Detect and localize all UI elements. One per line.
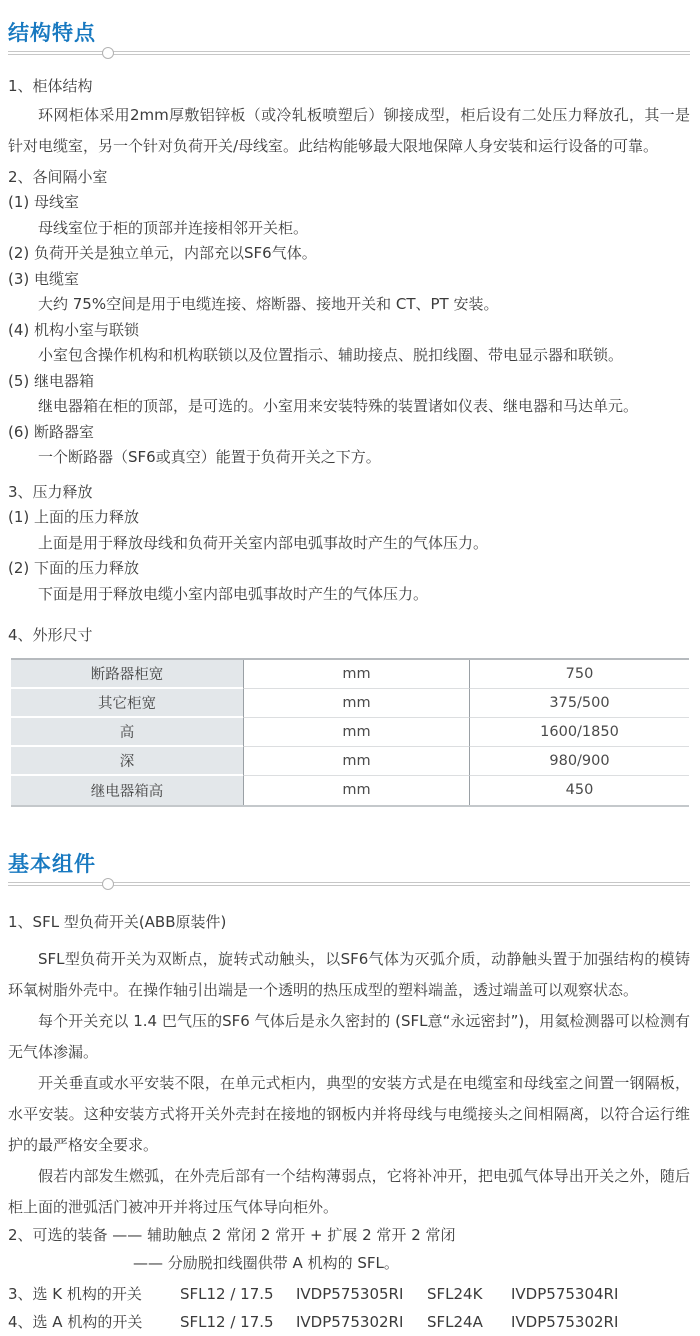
divider-circle-icon <box>102 47 114 59</box>
table-row <box>11 718 689 747</box>
option-cell: SFL12 / 17.5 <box>180 1284 274 1303</box>
option-cell: 4、选 A 机构的开关 <box>8 1312 143 1331</box>
section-structural-features <box>8 20 690 807</box>
option-row <box>8 1308 690 1336</box>
dimensions-table <box>11 658 689 807</box>
section-basic-components <box>8 851 690 1336</box>
text-line: (2) 下面的压力释放 <box>8 559 140 577</box>
table-cell-label: 断路器柜宽 <box>11 660 243 689</box>
text-line: 母线室位于柜的顶部并连接相邻开关柜。 <box>38 218 309 237</box>
section-divider <box>8 51 690 55</box>
table-row <box>11 747 689 776</box>
mechanism-option-rows <box>8 1280 690 1336</box>
option-cell: IVDP575304RI <box>511 1284 619 1303</box>
table-row <box>11 776 689 805</box>
table-cell-value: 980/900 <box>469 747 689 776</box>
text-line: 继电器箱在柜的顶部，是可选的。小室用来安装特殊的装置诸如仪表、继电器和马达单元。 <box>38 397 639 415</box>
text-line: —— 分励脱扣线圈供带 A 机构的 SFL。 <box>133 1253 399 1272</box>
section-title-basic-components: 基本组件 <box>8 851 96 876</box>
text-line: (1) 母线室 <box>8 193 80 211</box>
text-line: 下面是用于释放电缆小室内部电弧事故时产生的气体压力。 <box>38 584 429 603</box>
option-cell: SFL12 / 17.5 <box>180 1312 274 1331</box>
option-cell: IVDP575302RI <box>296 1312 404 1331</box>
text-line: 1、柜体结构 <box>8 77 93 95</box>
text-line: 环网柜体采用2mm厚敷铝锌板（或冷轧板喷塑后）铆接成型，柜后设有二处压力释放孔，其一是针对电缆室，另一个针对负荷开关/母线室。此结构能够最大限地保障人身安装和运行设备的可靠。 <box>8 105 690 155</box>
table-cell-value: 750 <box>469 660 689 689</box>
table-cell-label: 其它柜宽 <box>11 689 243 718</box>
option-cell: IVDP575305RI <box>296 1284 404 1303</box>
table-row <box>11 689 689 718</box>
text-line: (6) 断路器室 <box>8 422 95 441</box>
section-divider <box>8 882 690 886</box>
text-line: (4) 机构小室与联锁 <box>8 320 140 339</box>
section-title-structural-features: 结构特点 <box>8 21 96 45</box>
table-cell-unit: mm <box>243 776 469 805</box>
text-line: 每个开关充以 1.4 巴气压的SF6 气体后是永久密封的 (SFL意“永远密封”)，用氦检测器可以检测有无气体渗漏。 <box>8 1012 690 1061</box>
text-line: (3) 电缆室 <box>8 269 80 288</box>
option-row <box>8 1280 690 1308</box>
table-cell-label: 继电器箱高 <box>11 776 243 805</box>
table-cell-unit: mm <box>243 689 469 718</box>
table-cell-unit: mm <box>243 747 469 776</box>
table-cell-unit: mm <box>243 718 469 747</box>
table-cell-unit: mm <box>243 660 469 689</box>
text-line: 3、压力释放 <box>8 482 93 501</box>
basic-components-body <box>8 910 690 1278</box>
structural-features-body <box>8 74 690 649</box>
text-line: 开关垂直或水平安装不限，在单元式柜内，典型的安装方式是在电缆室和母线室之间置一钢隔板，水平安装。这种安装方式将开关外壳封在接地的钢板内并将母线与电缆接头之间相隔离，以符合运行维护的最严格安全要求。 <box>8 1074 690 1154</box>
text-line: (2) 负荷开关是独立单元，内部充以SF6气体。 <box>8 244 317 262</box>
text-line: 小室包含操作机构和机构联锁以及位置指示、辅助接点、脱扣线圈、带电显示器和联锁。 <box>38 346 624 364</box>
text-line: 一个断路器（SF6或真空）能置于负荷开关之下方。 <box>38 448 381 466</box>
text-line: 2、各间隔小室 <box>8 167 108 186</box>
option-cell: 3、选 K 机构的开关 <box>8 1284 142 1303</box>
option-cell: SFL24K <box>427 1284 483 1303</box>
table-cell-label: 高 <box>11 718 243 747</box>
table-cell-value: 1600/1850 <box>469 718 689 747</box>
dimensions-table-body <box>11 660 689 805</box>
divider-circle-icon <box>102 878 114 890</box>
text-line: 4、外形尺寸 <box>8 626 93 644</box>
text-line: (1) 上面的压力释放 <box>8 508 140 526</box>
text-line: (5) 继电器箱 <box>8 371 95 390</box>
text-line: SFL型负荷开关为双断点，旋转式动触头，以SF6气体为灭弧介质，动静触头置于加强结构的模铸环氧树脂外壳中。在操作轴引出端是一个透明的热压成型的塑料端盖，透过端盖可以观察状态。 <box>8 950 690 999</box>
option-cell: SFL24A <box>427 1312 483 1331</box>
text-line: 1、SFL 型负荷开关(ABB原装件) <box>8 912 227 931</box>
option-cell: IVDP575302RI <box>511 1312 619 1331</box>
table-cell-value: 450 <box>469 776 689 805</box>
table-row <box>11 660 689 689</box>
text-line: 假若内部发生燃弧，在外壳后部有一个结构薄弱点，它将补冲开，把电弧气体导出开关之外，随后柜上面的泄弧活门被冲开并将过压气体导向柜外。 <box>8 1167 690 1216</box>
table-cell-value: 375/500 <box>469 689 689 718</box>
text-line: 上面是用于释放母线和负荷开关室内部电弧事故时产生的气体压力。 <box>38 533 489 552</box>
table-cell-label: 深 <box>11 747 243 776</box>
text-line: 大约 75%空间是用于电缆连接、熔断器、接地开关和 CT、PT 安装。 <box>38 295 499 313</box>
text-line: 2、可选的装备 —— 辅助触点 2 常闭 2 常开 + 扩展 2 常开 2 常闭 <box>8 1226 456 1244</box>
